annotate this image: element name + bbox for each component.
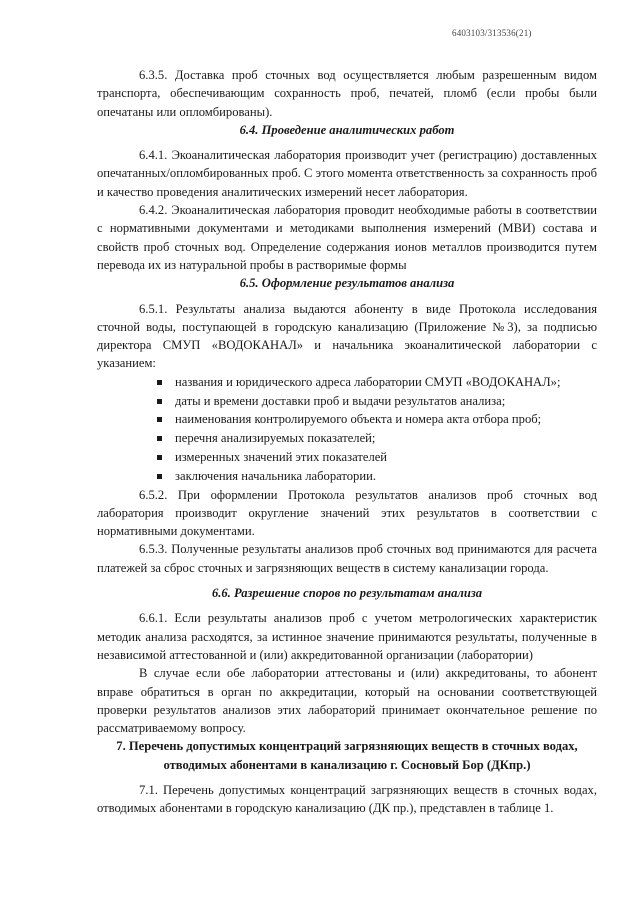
document-body xyxy=(97,66,597,818)
list-item: даты и времени доставки проб и выдачи результатов анализа; xyxy=(157,392,597,411)
paragraph-7-1: 7.1. Перечень допустимых концентраций загрязняющих веществ в сточных водах, отводимых абонентами в городскую канализацию (ДК пр.), представлен в таблице 1. xyxy=(97,782,597,816)
paragraph-6-5-1: 6.5.1. Результаты анализа выдаются абоненту в виде Протокола исследования сточной воды, поступающей в городскую канализацию (Приложение №3), за подписью директора СМУП «ВОДОКАНАЛ» и начальника экоаналитической лаборатории с указанием: xyxy=(97,301,597,371)
paragraph-6-6-1-continued: В случае если обе лаборатории аттестованы и (или) аккредитованы, то абонент вправе обратиться в орган по аккредитации, который на основании соответствующей проверки результатов анализов этих лабораторий принимает окончательное решение по рассматриваемому вопросу. xyxy=(97,666,597,736)
paragraph-6-3-5: 6.3.5. Доставка проб сточных вод осуществляется любым разрешенным видом транспорта, обеспечивающим сохранность проб, печатей, пломб (если пробы были опечатаны или опломбированы). xyxy=(97,68,597,119)
list-item: перечня анализируемых показателей; xyxy=(157,429,597,448)
heading-7: 7. Перечень допустимых концентраций загрязняющих веществ в сточных водах, отводимых абонентами в канализацию г. Сосновый Бор (ДКпр.) xyxy=(116,739,578,772)
heading-6-5: 6.5. Оформление результатов анализа xyxy=(239,276,455,291)
list-item: измеренных значений этих показателей xyxy=(157,448,597,467)
paragraph-6-4-1: 6.4.1. Экоаналитическая лаборатория производит учет (регистрацию) доставленных опечатанных/опломбированных проб. С этого момента ответственность за сохранность проб и качество проведения аналитических измерений несет лаборатория. xyxy=(97,148,597,199)
list-item: наименования контролируемого объекта и номера акта отбора проб; xyxy=(157,410,597,429)
paragraph-6-6-1: 6.6.1. Если результаты анализов проб с учетом метрологических характеристик методик анализа расходятся, за истинное значение принимаются результаты, полученные в независимой аттестованной и (или) аккредитованной организации (лаборатории) xyxy=(97,611,597,662)
paragraph-6-5-2: 6.5.2. При оформлении Протокола результатов анализов проб сточных вод лаборатория производит округление значений этих результатов в соответствии с нормативными документами. xyxy=(97,487,597,539)
heading-6-4: 6.4. Проведение аналитических работ xyxy=(239,122,455,137)
paragraph-6-4-2: 6.4.2. Экоаналитическая лаборатория проводит необходимые работы в соответствии с нормативными документами и методиками выполнения измерений (МВИ) состава и свойств проб сточных вод. Определение содержания ионов металлов производится путем перевода их из натуральной пробы в растворимые формы xyxy=(97,203,597,272)
bullet-list xyxy=(97,373,597,486)
document-code: 6403103/313536(21) xyxy=(452,28,532,38)
list-item: названия и юридического адреса лаборатории СМУП «ВОДОКАНАЛ»; xyxy=(157,373,597,392)
heading-6-6: 6.6. Разрешение споров по результатам анализа xyxy=(211,586,483,601)
list-item: заключения начальника лаборатории. xyxy=(157,467,597,486)
paragraph-6-5-3: 6.5.3. Полученные результаты анализов проб сточных вод принимаются для расчета платежей за сброс сточных и загрязняющих веществ в систему канализации города. xyxy=(97,542,597,575)
